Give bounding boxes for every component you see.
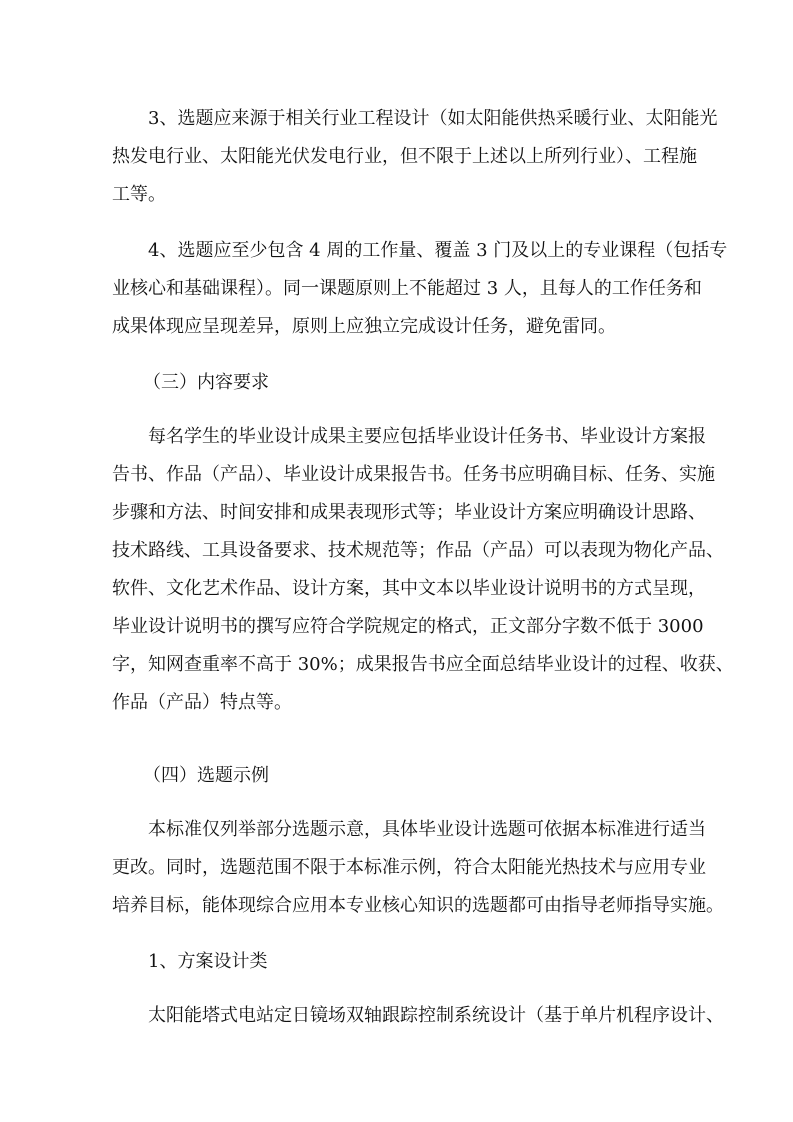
text-line: 字，知网查重率不高于 30%；成果报告书应全面总结毕业设计的过程、收获、 — [112, 654, 734, 675]
text-line: 告书、作品（产品）、毕业设计成果报告书。任务书应明确目标、任务、实施 — [112, 464, 715, 485]
heading-content-requirements: （三）内容要求 — [143, 372, 269, 393]
paragraph-topic-source — [112, 100, 732, 214]
text-line: 更改。同时，选题范围不限于本标准示例，符合太阳能光热技术与应用专业 — [112, 857, 706, 878]
text-line: 技术路线、工具设备要求、技术规范等；作品（产品）可以表现为物化产品、 — [112, 540, 724, 561]
paragraph-content-requirements — [112, 418, 732, 722]
text-line: 毕业设计说明书的撰写应符合学院规定的格式，正文部分字数不低于 3000 — [112, 616, 704, 637]
text-line: 热发电行业、太阳能光伏发电行业，但不限于上述以上所列行业）、工程施 — [112, 146, 697, 167]
text-line: 培养目标，能体现综合应用本专业核心知识的选题都可由指导老师指导实施。 — [112, 895, 724, 916]
heading-topic-examples: （四）选题示例 — [143, 765, 269, 786]
paragraph-workload — [112, 232, 732, 346]
text-line: 4、选题应至少包含 4 周的工作量、覆盖 3 门及以上的专业课程（包括专 — [148, 240, 728, 261]
heading-scheme-design: 1、方案设计类 — [148, 951, 268, 972]
text-line: 3、选题应来源于相关行业工程设计（如太阳能供热采暖行业、太阳能光 — [148, 108, 718, 129]
paragraph-topic-examples — [112, 811, 732, 925]
paragraph-example-topic — [112, 997, 732, 1035]
text-line: 太阳能塔式电站定日镜场双轴跟踪控制系统设计（基于单片机程序设计、 — [148, 1005, 724, 1026]
text-line: 工等。 — [112, 184, 166, 205]
text-line: 成果体现应呈现差异，原则上应独立完成设计任务，避免雷同。 — [112, 316, 616, 337]
text-line: 每名学生的毕业设计成果主要应包括毕业设计任务书、毕业设计方案报 — [148, 426, 706, 447]
text-line: 软件、文化艺术作品、设计方案，其中文本以毕业设计说明书的方式呈现， — [112, 578, 706, 599]
text-line: 作品（产品）特点等。 — [112, 692, 292, 713]
text-line: 本标准仅列举部分选题示意，具体毕业设计选题可依据本标准进行适当 — [148, 819, 706, 840]
text-line: 业核心和基础课程）。同一课题原则上不能超过 3 人，且每人的工作任务和 — [112, 278, 702, 299]
text-line: 步骤和方法、时间安排和成果表现形式等；毕业设计方案应明确设计思路、 — [112, 502, 706, 523]
